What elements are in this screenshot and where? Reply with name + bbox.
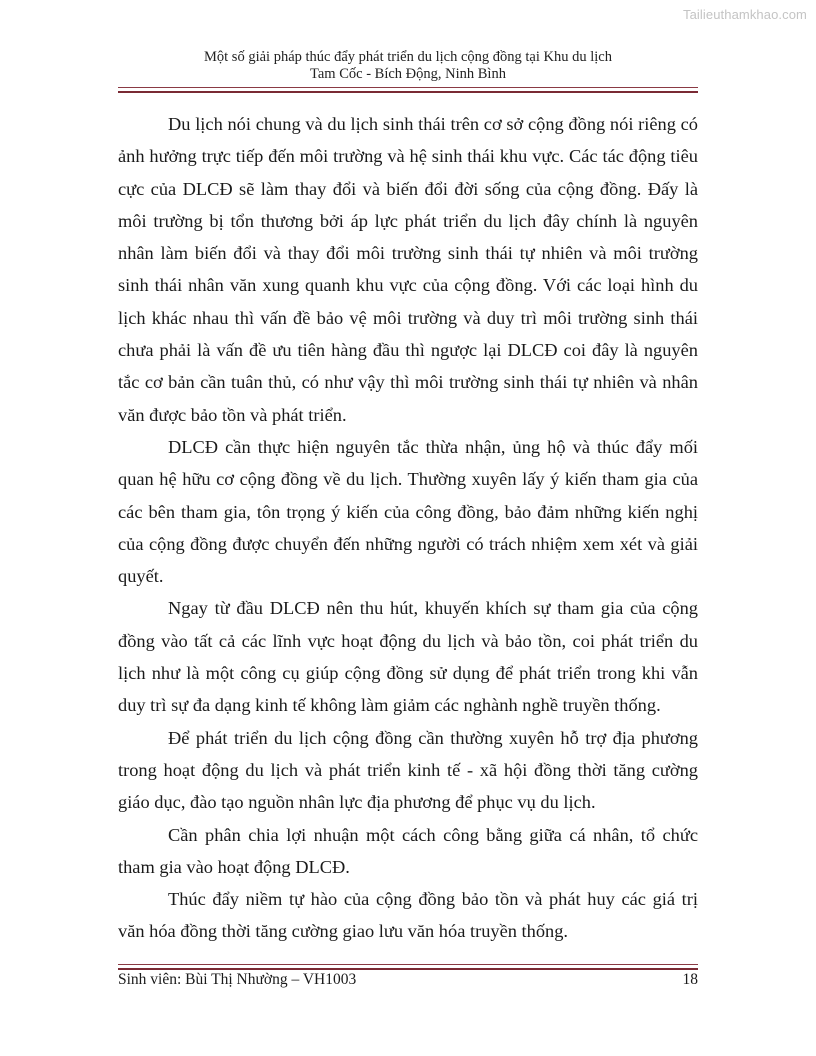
page-body <box>118 108 698 948</box>
footer-divider <box>118 964 698 970</box>
paragraph-6: Thúc đẩy niềm tự hào của cộng đồng bảo tồn và phát huy các giá trị văn hóa đồng thời tăng cường giao lưu văn hóa truyền thống. <box>118 889 698 942</box>
paragraph-2: DLCĐ cần thực hiện nguyên tắc thừa nhận, ủng hộ và thúc đẩy mối quan hệ hữu cơ cộng đồng về du lịch. Thường xuyên lấy ý kiến tham gia của các bên tham gia, tôn trọng ý kiến của công đồng, bảo đảm những kiến nghị của cộng đồng được chuyển đến những người có trách nhiệm xem xét và giải quyết. <box>118 436 698 587</box>
paragraph-3: Ngay từ đầu DLCĐ nên thu hút, khuyến khích sự tham gia của cộng đồng vào tất cả các lĩnh vực hoạt động du lịch và bảo tồn, coi phát triển du lịch như là một công cụ giúp cộng đồng sử dụng để phát triển trong khi vẫn duy trì sự đa dạng kinh tế không làm giảm các nghành nghề truyền thống. <box>118 598 698 716</box>
page-number: 18 <box>682 971 698 988</box>
header-divider <box>118 87 698 93</box>
paragraph-5: Cần phân chia lợi nhuận một cách công bằng giữa cá nhân, tổ chức tham gia vào hoạt động DLCĐ. <box>118 824 698 877</box>
header-line-2: Tam Cốc - Bích Động, Ninh Bình <box>310 66 506 82</box>
running-footer <box>118 971 698 989</box>
watermark-text: Tailieuthamkhao.com <box>682 7 807 22</box>
paragraph-4: Để phát triển du lịch cộng đồng cần thường xuyên hỗ trợ địa phương trong hoạt động du lịch và phát triển kinh tế - xã hội đồng thời tăng cường giáo dục, đào tạo nguồn nhân lực địa phương để phục vụ du lịch. <box>118 727 698 813</box>
header-line-1: Một số giải pháp thúc đẩy phát triển du lịch cộng đồng tại Khu du lịch <box>204 49 612 65</box>
running-header <box>118 49 698 83</box>
footer-student: Sinh viên: Bùi Thị Nhường – VH1003 <box>118 971 357 988</box>
paragraph-1: Du lịch nói chung và du lịch sinh thái trên cơ sở cộng đồng nói riêng có ảnh hưởng trực tiếp đến môi trường và hệ sinh thái khu vực. Các tác động tiêu cực của DLCĐ sẽ làm thay đổi và biến đổi đời sống của cộng đồng. Đấy là môi trường bị tổn thương bởi áp lực phát triển du lịch đây chính là nguyên nhân làm biến đổi và thay đổi môi trường sinh thái tự nhiên và môi trường sinh thái nhân văn xung quanh khu vực của cộng đồng. Với các loại hình du lịch khác nhau thì vấn đề bảo vệ môi trường và duy trì môi trường sinh thái chưa phải là vấn đề ưu tiên hàng đầu thì ngược lại DLCĐ coi đây là nguyên tắc cơ bản cần tuân thủ, có như vậy thì môi trường sinh thái tự nhiên và nhân văn được bảo tồn và phát triển. <box>118 114 698 425</box>
